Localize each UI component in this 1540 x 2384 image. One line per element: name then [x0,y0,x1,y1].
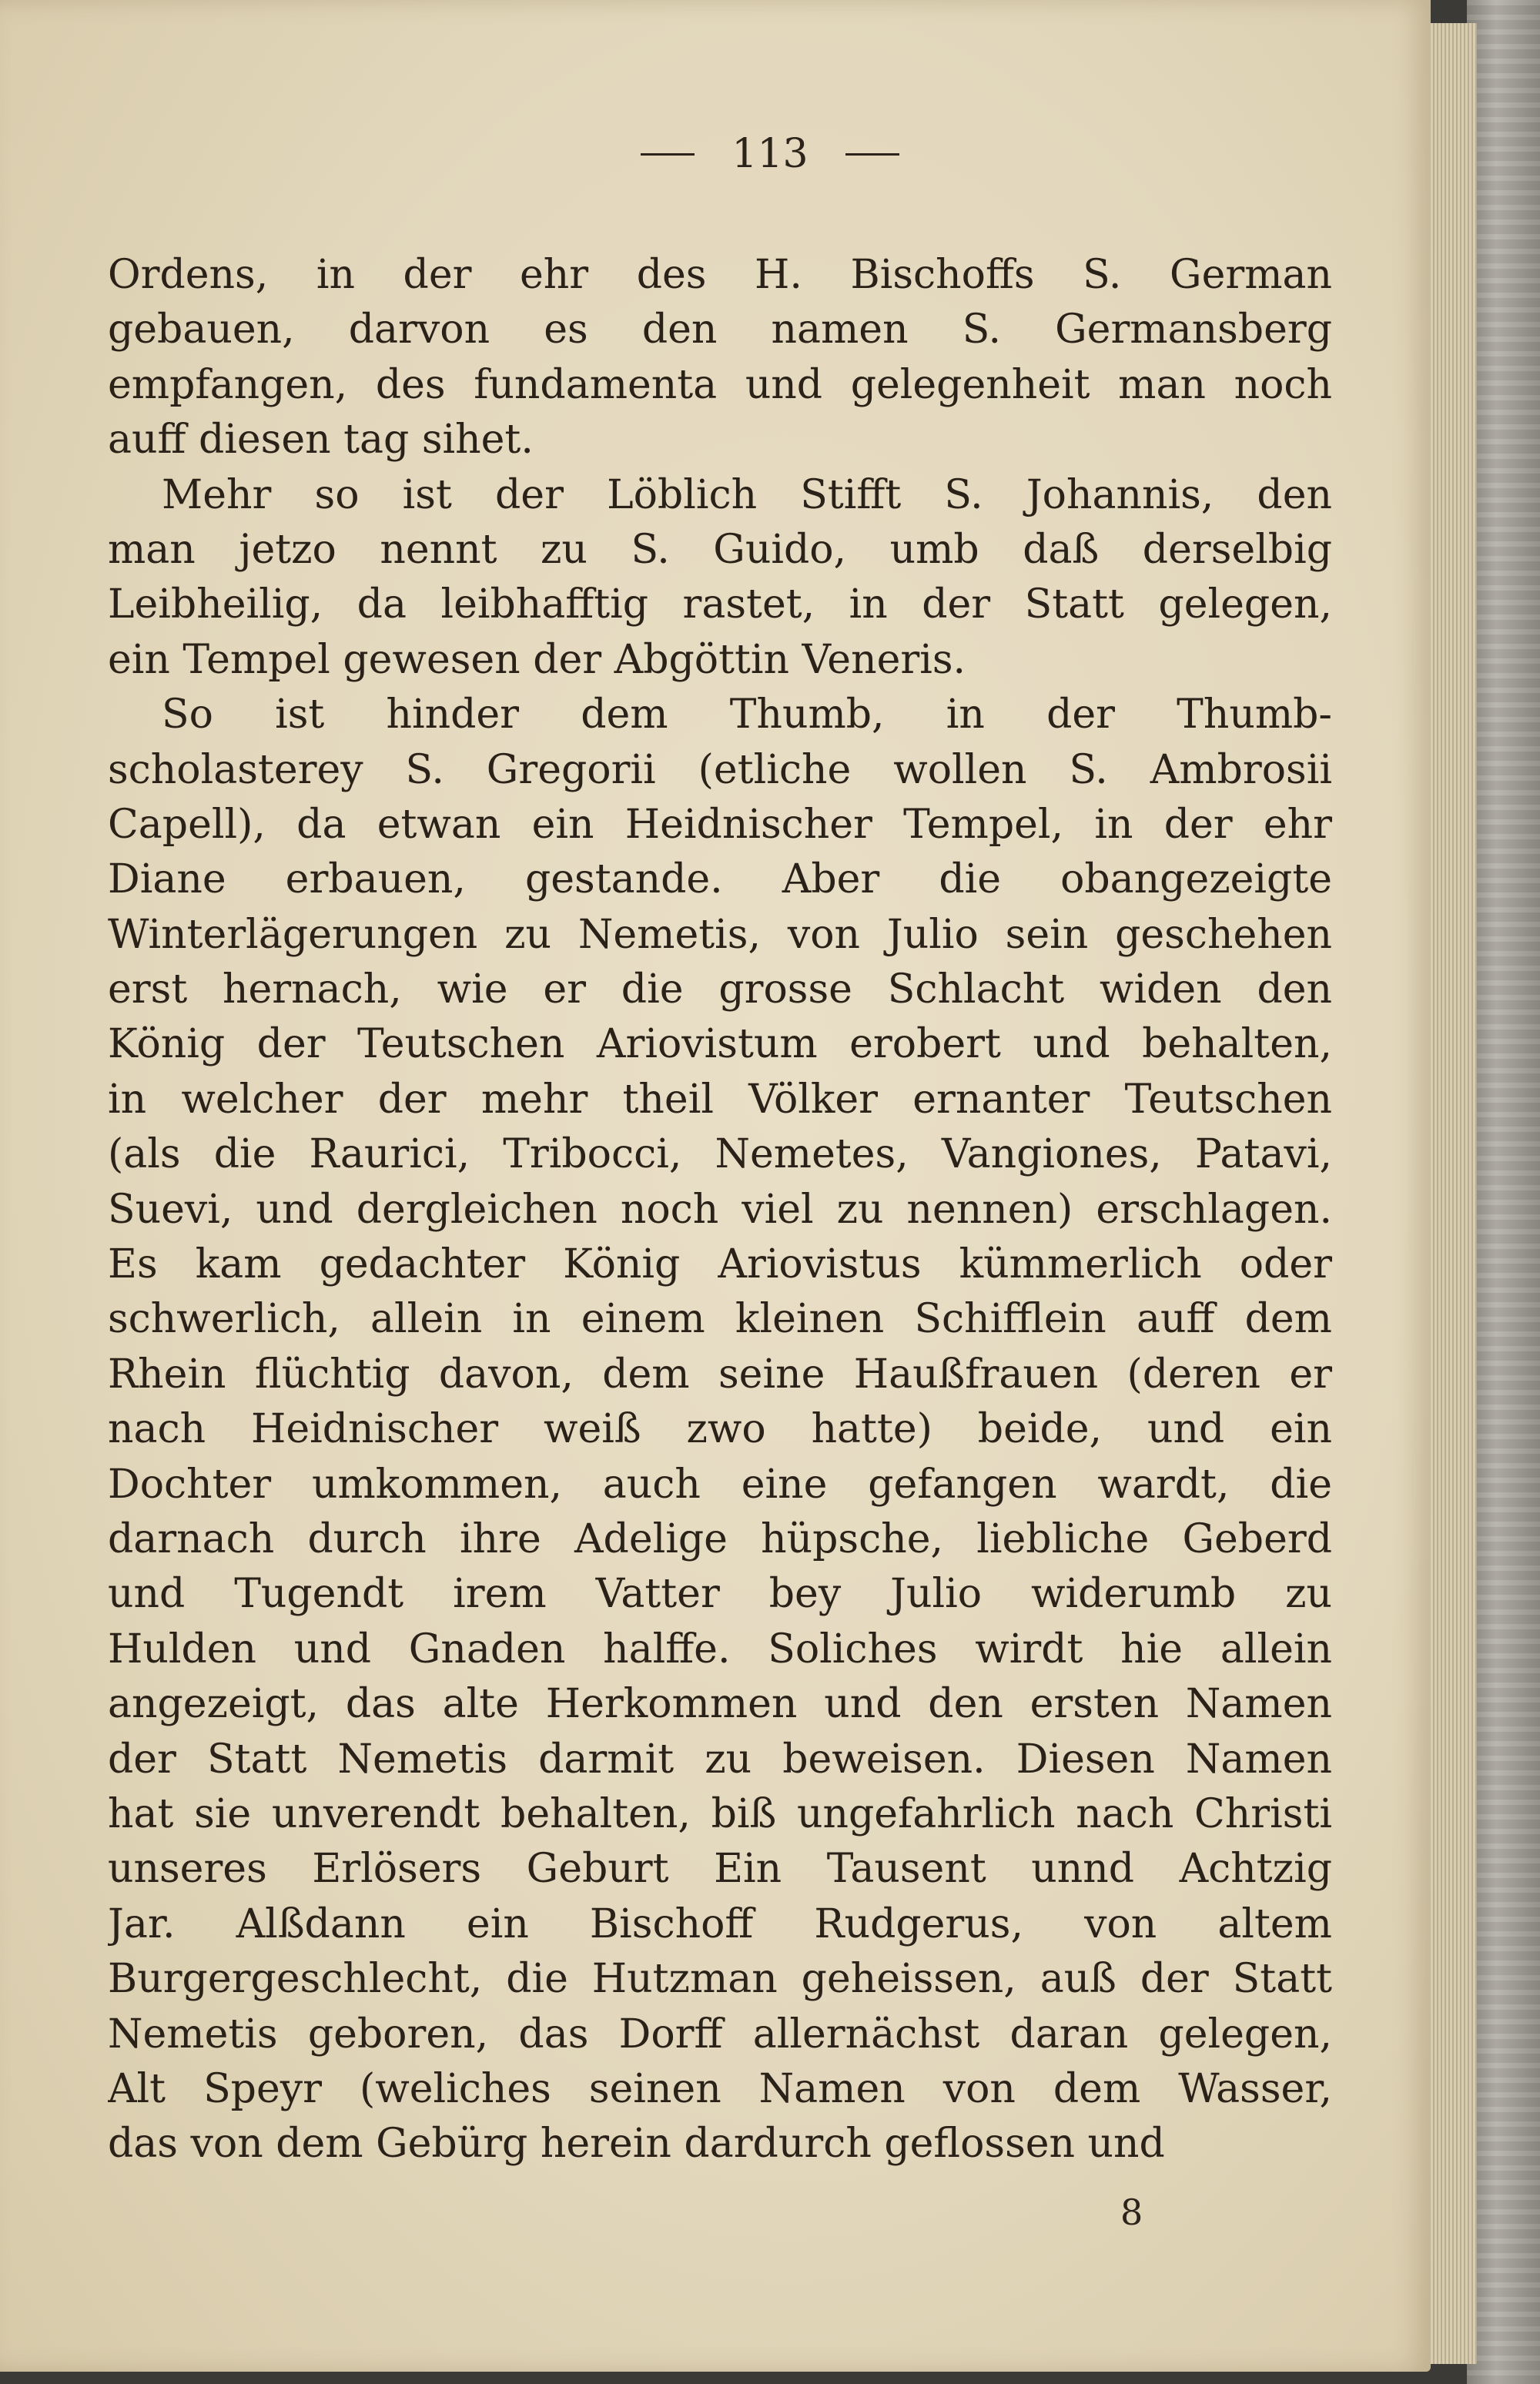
text-line: Jar. Alßdann ein Bischoff Rudgerus, von altem [108,1900,1332,1947]
text-line: auff diesen tag sihet. [108,417,534,464]
text-line: darnach durch ihre Adelige hüpsche, liebliche Geberd [108,1515,1332,1562]
text-line: Leibheilig, da leibhafftig rastet, in der Statt gelegen, [108,581,1332,628]
text-line: hat sie unverendt behalten, biß ungefahrlich nach Christi [108,1790,1332,1837]
body-text [108,248,1332,2172]
text-line: So ist hinder dem Thumb, in der Thumb- [162,691,1332,738]
text-line: man jetzo nennt zu S. Guido, umb daß derselbig [108,526,1332,573]
stone-surface [1467,0,1540,2384]
text-line: Rhein flüchtig davon, dem seine Haußfrauen (deren er [108,1351,1332,1398]
text-line: schwerlich, allein in einem kleinen Schifflein auff dem [108,1296,1332,1343]
text-line: der Statt Nemetis darmit zu beweisen. Diesen Namen [108,1736,1332,1783]
text-line: Nemetis geboren, das Dorff allernächst daran gelegen, [108,2011,1332,2058]
text-line: Capell), da etwan ein Heidnischer Tempel, in der ehr [108,801,1332,848]
text-line: erst hernach, wie er die grosse Schlacht widen den [108,966,1332,1013]
text-line: angezeigt, das alte Herkommen und den ersten Namen [108,1681,1332,1728]
header-dash-left [641,153,695,156]
text-line: scholasterey S. Gregorii (etliche wollen S. Ambrosii [108,746,1332,793]
text-line: in welcher der mehr theil Völker ernanter Teutschen [108,1076,1332,1123]
text-line: unseres Erlösers Geburt Ein Tausent unnd Achtzig [108,1846,1332,1893]
text-line: (als die Raurici, Tribocci, Nemetes, Vangiones, Patavi, [108,1131,1332,1178]
text-line: empfangen, des fundamenta und gelegenheit man noch [108,361,1332,408]
text-line: und Tugendt irem Vatter bey Julio widerumb zu [108,1571,1332,1618]
text-line: Suevi, und dergleichen noch viel zu nennen) erschlagen. [108,1186,1332,1233]
text-line: König der Teutschen Ariovistum erobert und behalten, [108,1021,1332,1068]
text-line: gebauen, darvon es den namen S. Germansberg [108,306,1332,353]
text-line: ein Tempel gewesen der Abgöttin Veneris. [108,636,966,683]
text-line: Winterlägerungen zu Nemetis, von Julio sein geschehen [108,911,1332,958]
text-line: nach Heidnischer weiß zwo hatte) beide, und ein [108,1406,1332,1453]
text-line: das von dem Gebürg herein dardurch geflossen und [108,2121,1165,2168]
text-line: Diane erbauen, gestande. Aber die obangezeigte [108,856,1332,903]
header-dash-right [845,153,899,156]
text-line: Hulden und Gnaden halffe. Soliches wirdt hie allein [108,1626,1332,1672]
text-line: Alt Speyr (weliches seinen Namen von dem Wasser, [108,2065,1332,2112]
text-line: Dochter umkommen, auch eine gefangen wardt, die [108,1461,1332,1508]
text-line: Ordens, in der ehr des H. Bischoffs S. German [108,252,1332,298]
text-line: Mehr so ist der Löblich Stifft S. Johannis, den [162,471,1332,518]
text-line: Burgergeschlecht, die Hutzman geheissen, auß der Statt [108,1956,1332,2003]
page-number: 113 [732,131,808,177]
signature-mark: 8 [1120,2191,1143,2233]
page-header [0,131,1540,177]
text-line: Es kam gedachter König Ariovistus kümmerlich oder [108,1241,1332,1288]
page-edge [1423,23,1477,2364]
